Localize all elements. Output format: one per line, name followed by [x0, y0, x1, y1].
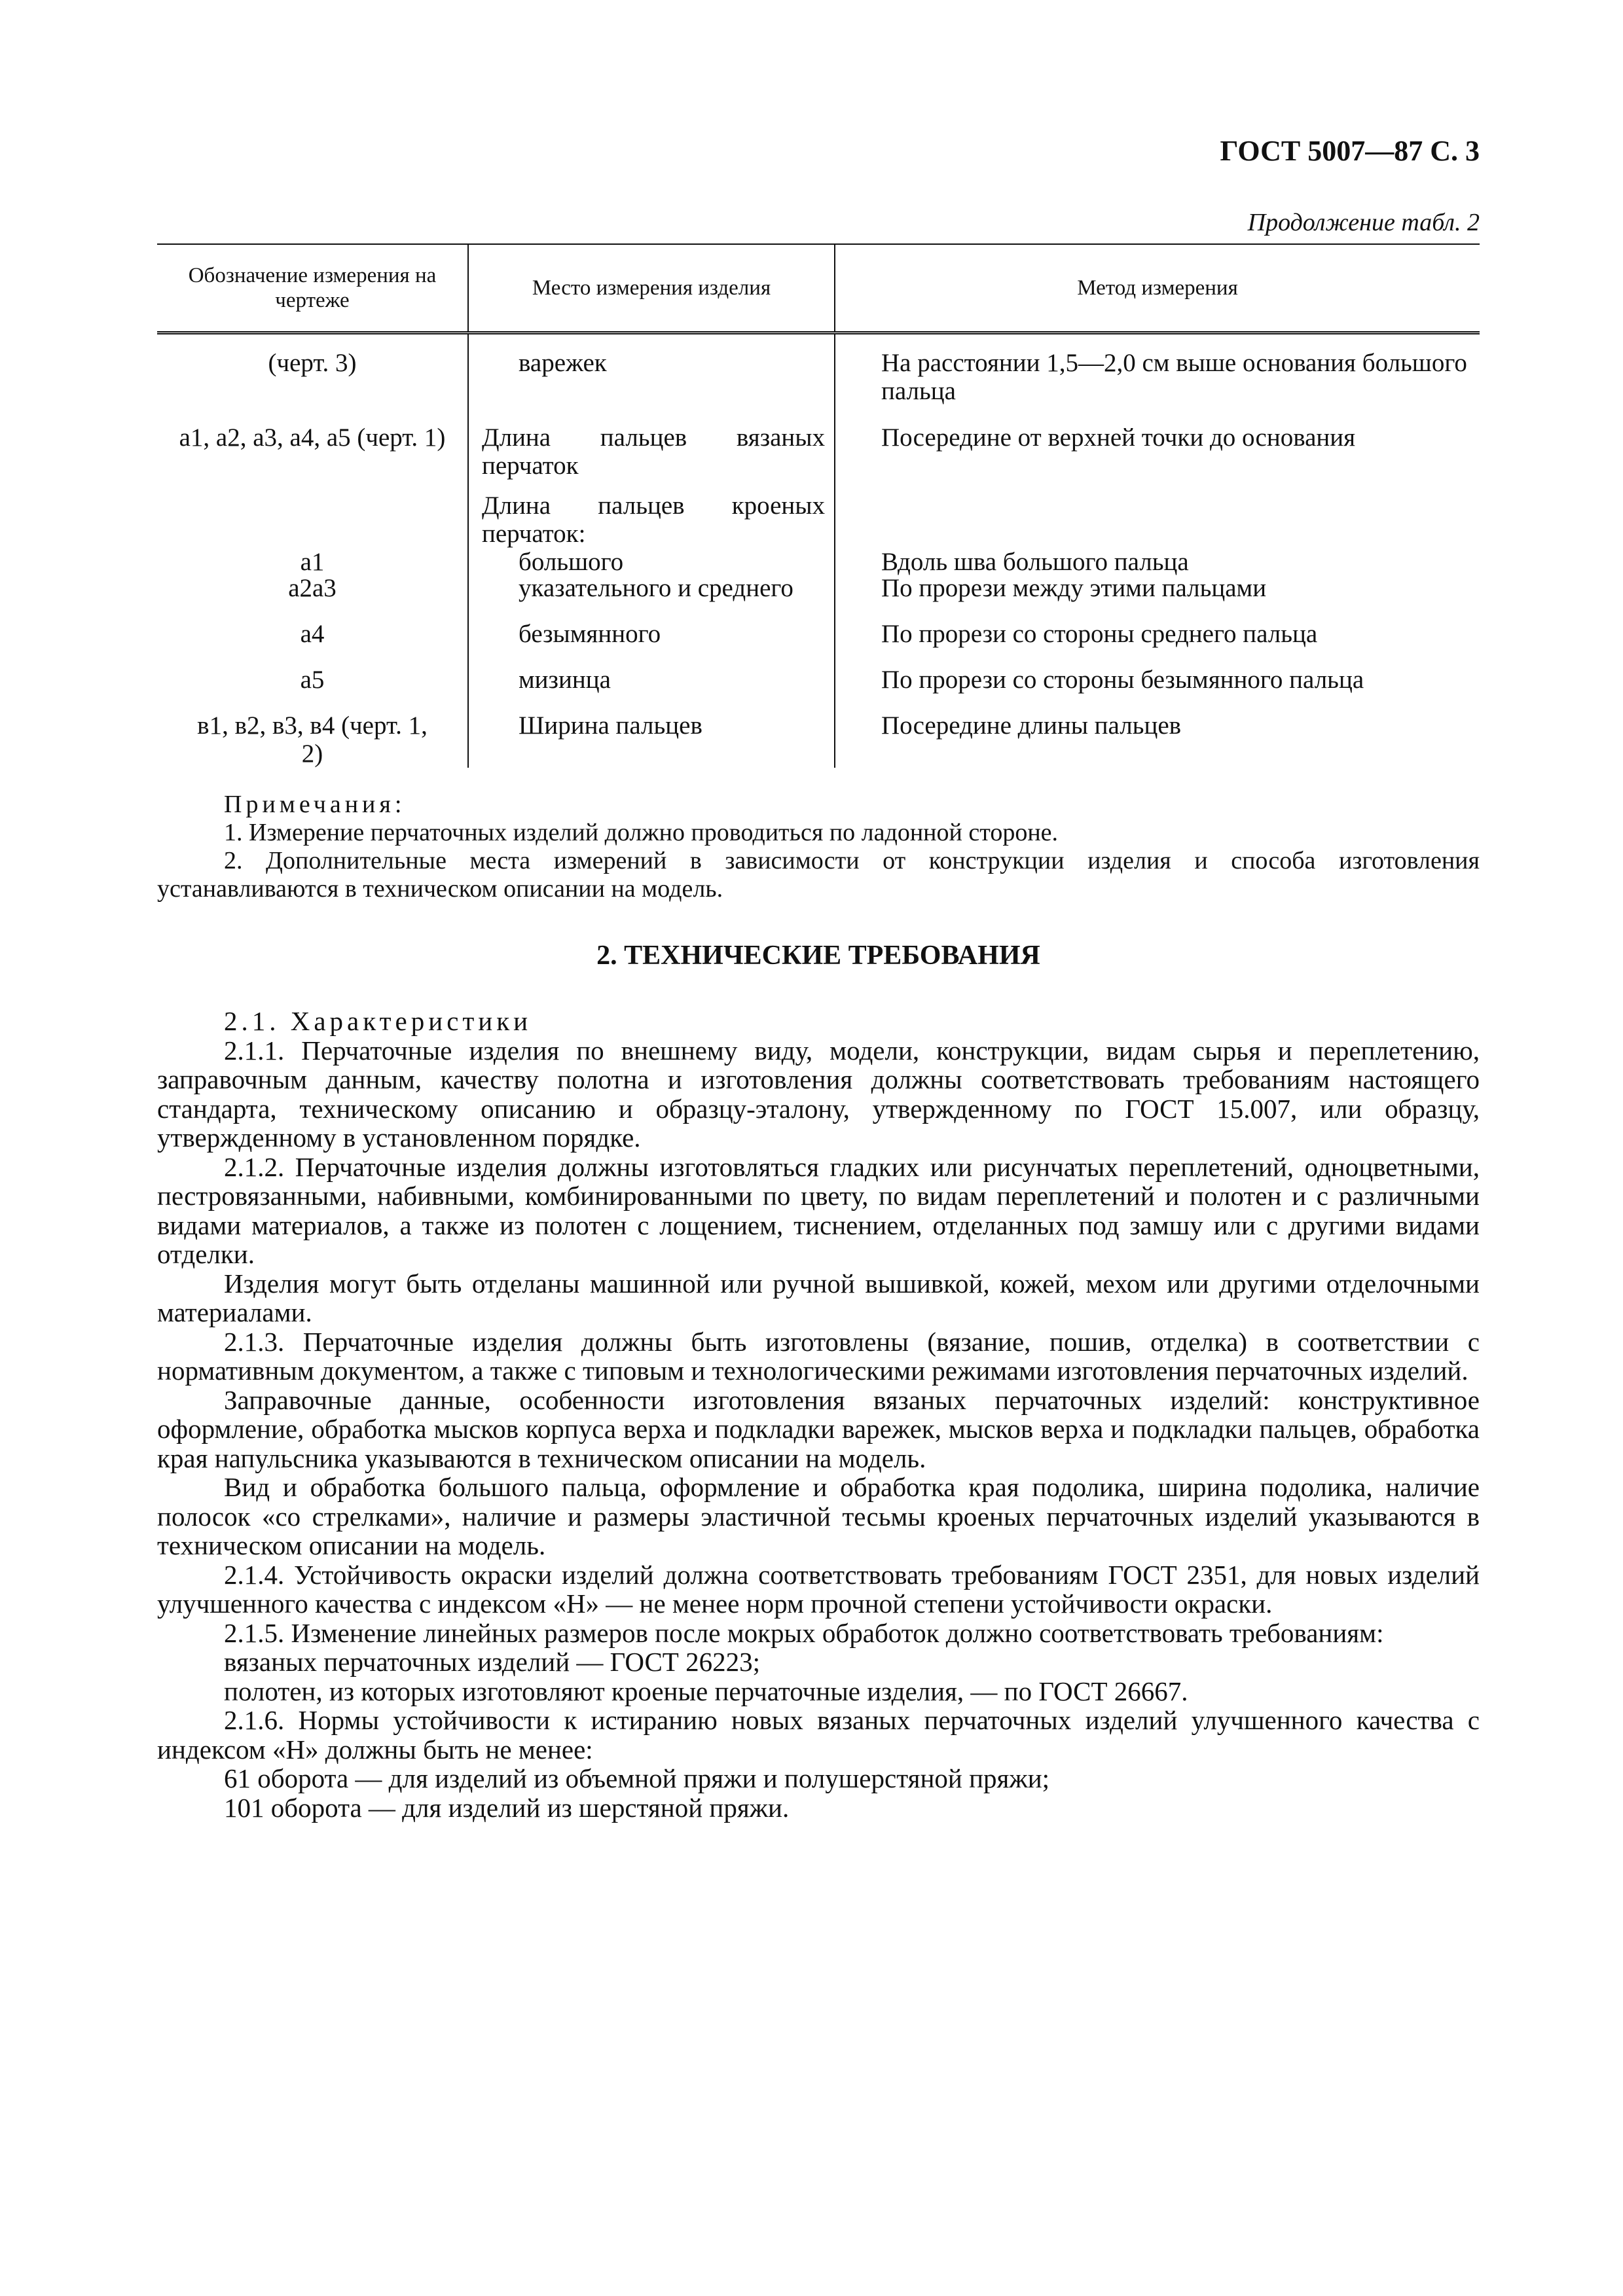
cell-designation: (черт. 3) [268, 349, 357, 377]
table-body [157, 334, 1480, 768]
table-notes [157, 791, 1480, 903]
cell-place: Длина пальцев кроеных перчаток: [482, 492, 825, 548]
note-item: 1. Измерение перчаточных изделий должно проводиться по ладонной стороне. [224, 819, 1059, 846]
cell-method: По прорези между этими пальцами [881, 574, 1267, 602]
cell-place: большого [519, 548, 624, 576]
paragraph: 2.1.6. Нормы устойчивости к истиранию новых вязаных перчаточных изделий улучшенного качества с индексом «Н» должны быть не менее: [157, 1705, 1480, 1765]
cell-designation: a1, a2, a3, a4, a5 (черт. 1) [179, 423, 446, 452]
document-page [157, 0, 1480, 2296]
section-title: 2. ТЕХНИЧЕСКИЕ ТРЕБОВАНИЯ [596, 941, 1040, 971]
measurement-table [157, 243, 1480, 768]
column-divider [467, 245, 469, 331]
paragraph: Вид и обработка большого пальца, оформление и обработка края подолика, ширина подолика, наличие полосок «со стрелками», наличие и размеры эластичной тесьмы кроеных перчаточных изделий указываются в техническом описании на модель. [157, 1472, 1480, 1560]
cell-place: мизинца [519, 666, 611, 694]
paragraph: 2.1.2. Перчаточные изделия должны изготовляться гладких или рисунчатых переплетений, одноцветными, пестровязанными, набивными, комбинированными по цвету, по видам переплетений и полотен и с различными видами материалов, а также из полотен с лощением, тиснением, отделанных под замшу или с другими видами отделки. [157, 1151, 1480, 1269]
cell-method: По прорези со стороны среднего пальца [881, 620, 1318, 648]
cell-designation: a1 [300, 548, 325, 576]
cell-place: Длина пальцев вязаных перчаток [482, 423, 825, 480]
column-divider [834, 245, 835, 331]
note-item: 2. Дополнительные места измерений в зависимости от конструкции изделия и способа изготовления устанавливаются в техническом описании на модель. [157, 847, 1480, 903]
cell-place: Ширина пальцев [519, 711, 702, 740]
cell-method: Посередине длины пальцев [881, 711, 1182, 740]
subsection-title: 2.1. Характеристики [224, 1006, 532, 1036]
column-header-place: Место измерения изделия [532, 276, 771, 300]
notes-title: Примечания: [224, 791, 406, 818]
cell-method: Посередине от верхней точки до основания [881, 423, 1356, 452]
column-divider [834, 334, 835, 768]
cell-designation: в1, в2, в3, в4 (черт. 1, 2) [197, 711, 428, 768]
paragraph: 2.1.5. Изменение линейных размеров после мокрых обработок должно соответствовать требованиям: [224, 1617, 1384, 1648]
table-continuation-label: Продолжение табл. 2 [1247, 209, 1480, 236]
cell-method: На расстоянии 1,5—2,0 см выше основания большого пальца [881, 349, 1467, 405]
paragraph: вязаных перчаточных изделий — ГОСТ 26223; [224, 1647, 760, 1677]
table-header [157, 243, 1480, 334]
paragraph: 101 оборота — для изделий из шерстяной пряжи. [224, 1792, 790, 1823]
paragraph: Изделия могут быть отделаны машинной или ручной вышивкой, кожей, мехом или другими отделочными материалами. [157, 1268, 1480, 1327]
paragraph: полотен, из которых изготовляют кроеные перчаточные изделия, — по ГОСТ 26667. [224, 1676, 1188, 1706]
paragraph: 2.1.1. Перчаточные изделия по внешнему виду, модели, конструкции, видам сырья и переплетению, заправочным данным, качеству полотна и изготовления должны соответствовать требованиям настоящего стандарта, техническому описанию и образцу-эталону, утвержденному по ГОСТ 15.007, или образцу, утвержденному в установленном порядке. [157, 1035, 1480, 1153]
cell-place: варежек [519, 349, 607, 377]
column-header-method: Метод измерения [1077, 276, 1238, 300]
column-header-designation: Обозначение измерения на чертеже [188, 264, 437, 312]
cell-designation: a2a3 [288, 574, 337, 602]
cell-designation: a5 [300, 666, 325, 694]
section-body [157, 1007, 1480, 1822]
page-header: ГОСТ 5007—87 С. 3 [1220, 135, 1480, 167]
cell-designation: a4 [300, 620, 325, 648]
paragraph: 2.1.3. Перчаточные изделия должны быть изготовлены (вязание, пошив, отделка) в соответствии с нормативным документом, а также с типовым и технологическими режимами изготовления перчаточных изделий. [157, 1326, 1480, 1386]
paragraph: 61 оборота — для изделий из объемной пряжи и полушерстяной пряжи; [224, 1763, 1050, 1793]
paragraph: 2.1.4. Устойчивость окраски изделий должна соответствовать требованиям ГОСТ 2351, для новых изделий улучшенного качества с индексом «Н» — не менее норм прочной степени устойчивости окраски. [157, 1559, 1480, 1619]
column-divider [467, 334, 469, 768]
cell-place: указательного и среднего [519, 574, 793, 602]
paragraph: Заправочные данные, особенности изготовления вязаных перчаточных изделий: конструктивное оформление, обработка мысков корпуса верха и подкладки варежек, мысков верха и подкладки пальцев, обработка края напульсника указываются в техническом описании на модель. [157, 1384, 1480, 1473]
cell-place: безымянного [519, 620, 661, 648]
cell-method: По прорези со стороны безымянного пальца [881, 666, 1364, 694]
cell-method: Вдоль шва большого пальца [881, 548, 1189, 576]
